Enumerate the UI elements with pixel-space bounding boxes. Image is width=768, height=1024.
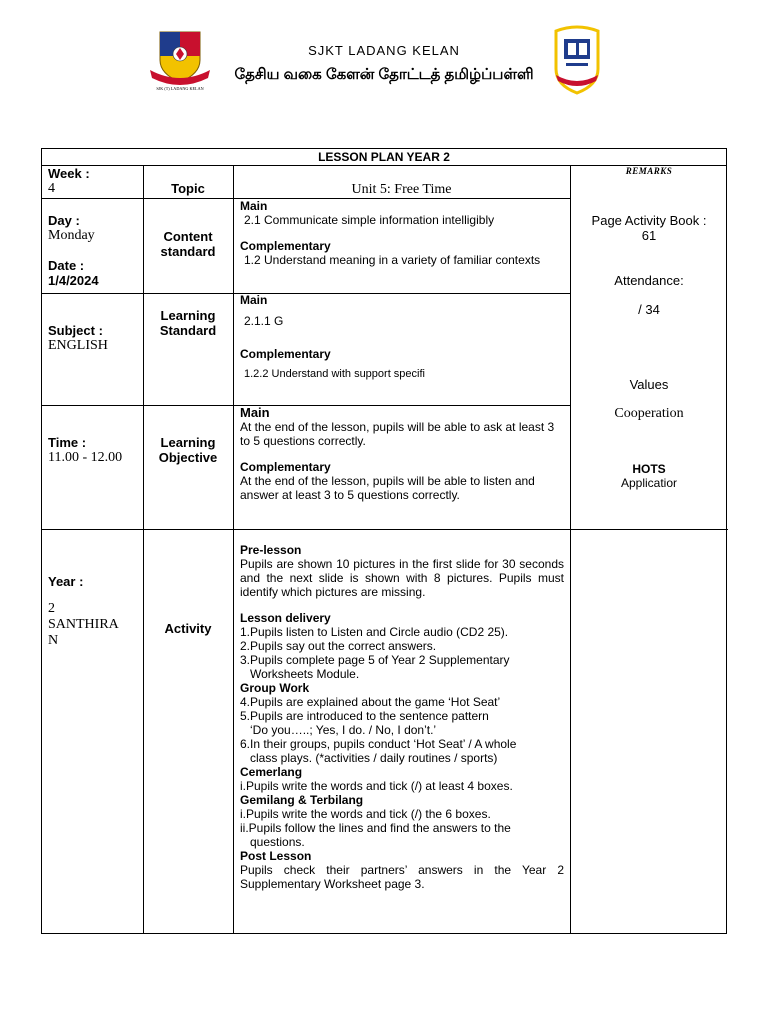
school-name-tamil: தேசிய வகை கேளன் தோட்டத் தமிழ்ப்பள்ளி bbox=[234, 66, 534, 83]
learning-standard-label-line1: Learning bbox=[160, 308, 216, 323]
standard-main-text: 2.1.1 G bbox=[244, 314, 284, 328]
svg-text:SJK (T) LADANG KELAN: SJK (T) LADANG KELAN bbox=[156, 86, 204, 91]
gemilang-heading: Gemilang & Terbilang bbox=[240, 793, 364, 807]
lesson-delivery-heading: Lesson delivery bbox=[240, 611, 331, 625]
objective-comp-text: At the end of the lesson, pupils will be able to listen and answer at least 3 to 5 questions correctly. bbox=[240, 474, 535, 502]
content-standard-cell bbox=[240, 199, 566, 267]
learning-standard-label-line2: Standard bbox=[159, 323, 217, 338]
post-lesson-text: Pupils check their partners’ answers in the Year 2 Supplementary Worksheet page 3. bbox=[240, 863, 564, 891]
content-standard-label-line1: Content bbox=[163, 229, 213, 244]
subject-cell bbox=[48, 323, 140, 354]
time-cell bbox=[48, 435, 140, 466]
week-label: Week : bbox=[48, 166, 90, 181]
values-value: Cooperation bbox=[614, 406, 684, 421]
lesson-plan-table bbox=[41, 148, 727, 934]
objective-main-heading: Main bbox=[240, 405, 270, 420]
pre-lesson-text: Pupils are shown 10 pictures in the first slide for 30 seconds and the next slide is shown with 8 pictures. Pupils must identify which pictures are missing. bbox=[240, 557, 564, 599]
group-step-5: 5.Pupils are introduced to the sentence pattern bbox=[240, 709, 489, 723]
content-standard-label bbox=[143, 229, 233, 259]
attendance-value: / 34 bbox=[638, 302, 660, 317]
learning-objective-label bbox=[143, 435, 233, 465]
gemilang-step-2: ii.Pupils follow the lines and find the answers to the bbox=[240, 821, 511, 835]
remarks-header: REMARKS bbox=[625, 166, 673, 176]
school-name: SJKT LADANG KELAN bbox=[308, 43, 460, 58]
date-value: 1/4/2024 bbox=[48, 273, 99, 288]
objective-main-text: At the end of the lesson, pupils will be able to ask at least 3 to 5 questions correctly. bbox=[240, 420, 555, 448]
hots-label: HOTS bbox=[632, 462, 666, 476]
learning-objective-label-line2: Objective bbox=[158, 450, 218, 465]
year-label: Year : bbox=[48, 574, 84, 589]
column-divider bbox=[143, 165, 144, 933]
activity-label: Activity bbox=[164, 621, 212, 636]
row-divider bbox=[42, 529, 728, 530]
learning-objective-cell bbox=[240, 405, 566, 502]
topic-label: Topic bbox=[171, 181, 205, 196]
attendance-label: Attendance: bbox=[614, 273, 684, 288]
group-step-6-cont: class plays. (*activities / daily routines / sports) bbox=[250, 751, 498, 765]
activity-cell bbox=[240, 543, 564, 891]
learning-standard-label bbox=[143, 308, 233, 338]
pre-lesson-heading: Pre-lesson bbox=[240, 543, 302, 557]
group-step-6: 6.In their groups, pupils conduct ‘Hot Seat’ / A whole bbox=[240, 737, 517, 751]
content-comp-text: 1.2 Understand meaning in a variety of familiar contexts bbox=[244, 253, 541, 267]
lesson-plan-title: LESSON PLAN YEAR 2 bbox=[42, 149, 726, 166]
standard-main-heading: Main bbox=[240, 293, 268, 307]
content-standard-label-line2: standard bbox=[160, 244, 216, 259]
row-divider bbox=[42, 198, 143, 199]
gemilang-step-2-cont: questions. bbox=[250, 835, 305, 849]
delivery-step-1: 1.Pupils listen to Listen and Circle audio (CD2 25). bbox=[240, 625, 509, 639]
learning-standard-cell bbox=[240, 293, 566, 380]
standard-comp-heading: Complementary bbox=[240, 347, 331, 361]
teacher-name-line1: SANTHIRA bbox=[48, 617, 119, 632]
content-main-heading: Main bbox=[240, 199, 268, 213]
subject-label: Subject : bbox=[48, 323, 103, 338]
hots-value: Applicatior bbox=[620, 476, 678, 490]
page-activity-value: 61 bbox=[641, 228, 657, 243]
content-comp-heading: Complementary bbox=[240, 239, 331, 253]
cemerlang-text: i.Pupils write the words and tick (/) at least 4 boxes. bbox=[240, 779, 513, 793]
standard-comp-text: 1.2.2 Understand with support specifi bbox=[244, 368, 425, 380]
learning-objective-label-line1: Learning bbox=[160, 435, 216, 450]
delivery-step-3-cont: Worksheets Module. bbox=[250, 667, 360, 681]
values-label: Values bbox=[629, 377, 669, 392]
cemerlang-heading: Cemerlang bbox=[240, 765, 303, 779]
year-value: 2 bbox=[48, 601, 55, 616]
week-value: 4 bbox=[48, 181, 55, 196]
group-work-heading: Group Work bbox=[240, 681, 310, 695]
day-cell bbox=[48, 213, 140, 288]
content-main-text: 2.1 Communicate simple information intelligibly bbox=[244, 213, 495, 227]
document-header bbox=[0, 0, 768, 140]
remarks-cell bbox=[570, 213, 728, 490]
gemilang-step-1: i.Pupils write the words and tick (/) the 6 boxes. bbox=[240, 807, 491, 821]
year-cell bbox=[48, 574, 140, 649]
teacher-name-line2: N bbox=[48, 633, 59, 648]
post-lesson-heading: Post Lesson bbox=[240, 849, 312, 863]
delivery-step-3: 3.Pupils complete page 5 of Year 2 Supplementary bbox=[240, 653, 510, 667]
delivery-step-2: 2.Pupils say out the correct answers. bbox=[240, 639, 437, 653]
time-label: Time : bbox=[48, 435, 87, 450]
group-step-5-cont: ‘Do you…..; Yes, I do. / No, I don’t.’ bbox=[250, 723, 437, 737]
day-label: Day : bbox=[48, 213, 80, 228]
objective-comp-heading: Complementary bbox=[240, 460, 331, 474]
group-step-4: 4.Pupils are explained about the game ‘Hot Seat’ bbox=[240, 695, 501, 709]
subject-value: ENGLISH bbox=[48, 338, 108, 353]
page-activity-label: Page Activity Book : bbox=[591, 213, 707, 228]
day-value: Monday bbox=[48, 228, 95, 243]
date-label: Date : bbox=[48, 258, 85, 273]
time-value: 11.00 - 12.00 bbox=[48, 450, 123, 465]
week-cell bbox=[48, 166, 138, 197]
school-crest-logo-right bbox=[552, 25, 602, 97]
topic-value: Unit 5: Free Time bbox=[351, 182, 452, 197]
column-divider bbox=[233, 165, 234, 933]
